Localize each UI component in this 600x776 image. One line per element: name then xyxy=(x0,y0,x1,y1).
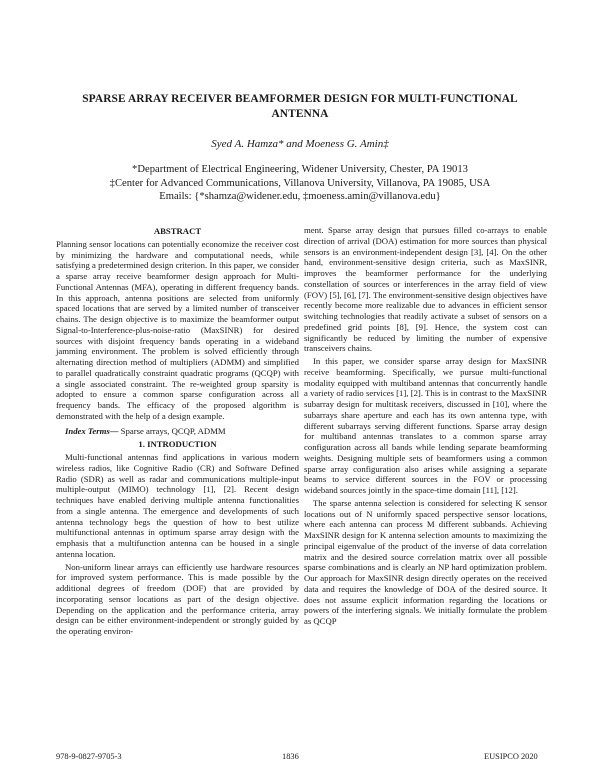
author-emails: Emails: {*shamza@widener.edu, ‡moeness.amin@villanova.edu} xyxy=(159,191,441,203)
abstract-text: Planning sensor locations can potentially economize the receiver cost by minimizing the hardware and computational needs, while satisfying a predetermined design criterion. In this paper, we consider a sparse array receive beamformer design approach for Multi-Functional Antennas (MFA), operating in different frequency bands. In this approach, antenna positions are selected from uniformly spaced locations that are served by a limited number of transceiver chains. The design objective is to maximize the beamformer output Signal-to-Interference-plus-noise-ratio (MaxSINR) for desired sources with disjoint frequency bands operating in a wideband jamming environment. The problem is solved efficiently through alternating direction method of multipliers (ADMM) and simplified to parallel quadratically constraint quadratic programs (QCQP) with a single associated constraint. The re-weighted group sparsity is adopted to ensure a common sparse configuration across all frequency bands. The efficacy of the proposed algorithm is demonstrated with the help of a design example. xyxy=(56,238,299,421)
affiliation-block xyxy=(0,163,600,204)
footer-isbn: 978-9-0827-9705-3 xyxy=(56,752,122,761)
left-column xyxy=(56,226,299,637)
introduction-heading: 1. INTRODUCTION xyxy=(138,439,217,450)
footer-venue: EUSIPCO 2020 xyxy=(484,752,538,761)
intro-paragraph-3: ment. Sparse array design that pursues filled co-arrays to enable direction of arrival (DOA) estimation for more sources than physical sensors is an environment-independent design [3], [4]. On the other hand, environment-sensitive design criteria, such as MaxSINR, improves the beamformer performance for the underlying constellation of sources or interferences in the array field of view (FOV) [5], [6], [7]. The environment-sensitive design objectives have recently become more realizable due to advances in efficient sensor switching technologies that readily activate a subset of sensors on a predefined grid points [8], [9]. Hence, the system cost can significantly be reduced by limiting the number of expensive transceivers chains. xyxy=(304,225,547,354)
index-terms-label: Index Terms— xyxy=(65,425,119,436)
affiliation-villanova: ‡Center for Advanced Communications, Villanova University, Villanova, PA 19085, USA xyxy=(109,177,491,189)
index-terms xyxy=(56,426,299,437)
intro-paragraph-4: In this paper, we consider sparse array design for MaxSINR receive beamforming. Specifically, we pursue multi-functional modality equipped with multiband antennas that concurrently handle a variety of radio services [1], [2]. This is in contrast to the MaxSINR subarray design for multitask receivers, discussed in [10], where the subarrays share aperture and each has its own antenna type, with different subarrays serving different functions. Sparse array design for multiband antennas translates to a common sparse array configuration across all bands while lending separate beamforming weights. Designing multiple sets of beamformers using a common sparse array configuration also arises while assigning a separate beams to service different sources in the FOV or processing wideband sources jointly in the space-time domain [11], [12]. xyxy=(304,356,547,495)
intro-paragraph-5: The sparse antenna selection is considered for selecting K sensor locations out of N uniformly spaced perspective sensor locations, where each antenna can process M different subbands. Achieving MaxSINR design for K antenna selection amounts to maximizing the principal eigenvalue of the product of the inverse of data correlation matrix and the desired source correlation matrix over all possible sparse combinations and is clearly an NP hard optimization problem. Our approach for MaxSINR design directly operates on the received data and requires the knowledge of DOA of the desired source. It does not assume explicit information regarding the locations or powers of the interfering signals. We initially formulate the problem as QCQP xyxy=(304,497,547,626)
index-terms-text: Sparse arrays, QCQP, ADMM xyxy=(120,425,226,436)
right-column xyxy=(304,225,547,627)
author-line: Syed A. Hamza* and Moeness G. Amin‡ xyxy=(211,138,389,150)
footer-page-number: 1836 xyxy=(282,752,299,761)
abstract-heading: ABSTRACT xyxy=(153,226,202,236)
intro-paragraph-1: Multi-functional antennas find applications in various modern wireless radios, like Cognitive Radio (CR) and Software Defined Radio (SDR) as well as radar and communications multiple-input multiple-output (MIMO) technology [1], [2]. Recent design techniques have enabled deriving multiple antenna functionalities from a single antenna. The emergence and developments of such antenna technology begs the question of how to best utilize multifunctional antennas in optimum sparse array design with the emphasis that a multifunction antenna can be housed in a single antenna location. xyxy=(56,452,299,559)
affiliation-widener: *Department of Electrical Engineering, Widener University, Chester, PA 19013 xyxy=(132,164,468,175)
paper-title: SPARSE ARRAY RECEIVER BEAMFORMER DESIGN FOR MULTI-FUNCTIONAL ANTENNA xyxy=(82,93,518,120)
intro-paragraph-2: Non-uniform linear arrays can efficiently use hardware resources for improved system performance. This is made possible by the additional degrees of freedom (DOF) that are provided by incorporating sensor locations as part of the design objective. Depending on the application and the performance criteria, array design can be either environment-independent or strongly guided by the operating environ- xyxy=(56,561,299,636)
